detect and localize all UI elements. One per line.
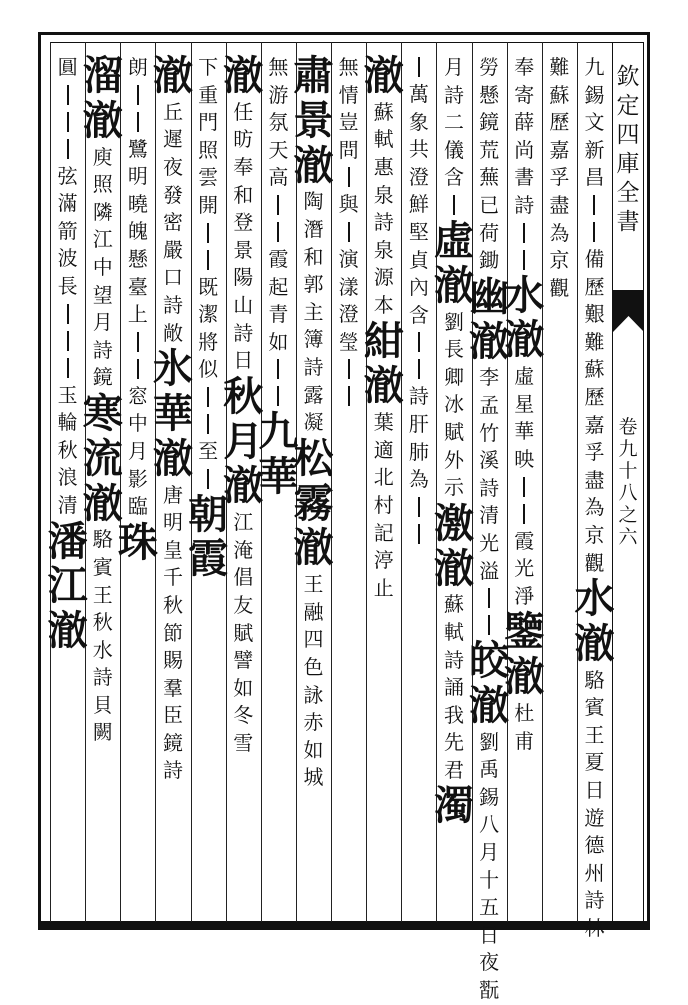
text-column xyxy=(45,54,91,654)
citation-text: 杜 甫 xyxy=(514,700,535,753)
citation-text: 備 歷 艱 xyxy=(584,246,605,327)
headword: 松 霧 澈 xyxy=(293,434,334,572)
citation-text: 奉 寄 薛 尚 書 詩 xyxy=(514,55,535,217)
citation-text: 任 昉 奉 和 登 景 陽 山 詩 日 xyxy=(233,99,254,373)
repeat-mark xyxy=(277,222,279,242)
headword: 氷 華 澈 xyxy=(152,345,193,482)
repeat-mark xyxy=(207,250,209,270)
citation-text: 下 重 門 照 雲 開 xyxy=(198,55,219,217)
repeat-mark xyxy=(488,615,490,635)
citation-text: 朗 xyxy=(127,55,148,79)
citation-text: 弦 滿 箭 波 長 xyxy=(57,163,78,298)
citation-text: 難 蘇 歷 嘉 孚 盡 為 京 觀 xyxy=(584,329,605,575)
citation-text: 蘇 軾 惠 泉 詩 泉 源 本 xyxy=(373,99,394,317)
repeat-mark xyxy=(593,195,595,215)
headword: 虛 澈 xyxy=(433,216,474,309)
citation-text: 萬 象 共 澄 鮮 xyxy=(408,82,429,217)
citation-text: 王 融 四 色 詠 赤 如 城 xyxy=(303,572,324,790)
citation-text: 丘 遲 夜 發 密 嚴 口 詩 敞 xyxy=(162,99,183,345)
headword: 水 澈 xyxy=(574,575,615,667)
citation-text: 無 情 豈 問 xyxy=(338,55,359,162)
repeat-mark xyxy=(67,358,69,378)
margin-char: 四 xyxy=(616,122,640,148)
repeat-mark xyxy=(453,195,455,215)
citation-text: 劉 長 卿 冰 賦 外 示 xyxy=(443,309,464,500)
citation-text: 月 詩 二 儀 含 xyxy=(443,55,464,190)
repeat-mark xyxy=(137,85,139,105)
citation-text: 與 xyxy=(338,192,359,217)
repeat-mark xyxy=(523,223,525,243)
repeat-mark xyxy=(277,386,279,406)
repeat-mark xyxy=(593,222,595,242)
margin-char: 定 xyxy=(616,93,640,119)
repeat-mark xyxy=(418,359,420,379)
repeat-mark xyxy=(277,359,279,379)
repeat-mark xyxy=(418,332,420,352)
repeat-mark xyxy=(348,359,350,379)
repeat-mark xyxy=(523,250,525,270)
citation-text: 江 淹 倡 友 賦 譬 如 冬 雪 xyxy=(233,510,254,755)
citation-text: 至 xyxy=(198,438,219,463)
citation-text: 唐 明 皇 千 秋 節 賜 羣 臣 鏡 詩 xyxy=(162,482,183,783)
headword: 澈 xyxy=(223,52,264,99)
citation-text: 窓 中 月 影 臨 xyxy=(127,383,148,519)
margin-char: 之 xyxy=(618,504,638,526)
headword: 紺 澈 xyxy=(363,317,404,410)
margin-char: 十 xyxy=(618,460,638,482)
headword: 濁 xyxy=(433,782,474,830)
headword: 幽 澈 xyxy=(469,272,510,365)
repeat-mark xyxy=(418,497,420,517)
margin-char: 庫 xyxy=(616,151,640,177)
repeat-mark xyxy=(137,359,139,379)
repeat-mark xyxy=(137,332,139,352)
margin-char: 八 xyxy=(618,482,638,504)
margin-char: 六 xyxy=(618,526,638,548)
citation-text: 霞 起 青 如 xyxy=(268,246,289,354)
repeat-mark xyxy=(418,524,420,544)
citation-text: 庾 照 隣 江 中 望 月 詩 鏡 xyxy=(92,144,113,390)
repeat-mark xyxy=(207,414,209,434)
repeat-mark xyxy=(67,139,69,159)
margin-char: 書 xyxy=(616,209,640,235)
citation-text: 陶 潛 和 郭 主 簿 詩 露 凝 xyxy=(303,189,324,435)
citation-text: 圓 xyxy=(57,55,78,79)
headword: 潘 江 澈 xyxy=(47,517,88,655)
repeat-mark xyxy=(488,588,490,608)
headword: 九 華 xyxy=(258,408,299,501)
citation-text: 李 孟 竹 溪 詩 清 光 溢 xyxy=(479,365,500,583)
repeat-mark xyxy=(523,477,525,497)
headword: 水 澈 xyxy=(504,271,545,364)
citation-text: 虛 星 華 映 xyxy=(514,364,535,471)
headword: 朝 霞 xyxy=(188,490,229,583)
headword: 肅 景 澈 xyxy=(293,52,334,189)
margin-char: 全 xyxy=(616,180,640,206)
repeat-mark xyxy=(348,167,350,187)
margin-char: 卷 xyxy=(618,416,638,438)
headword: 鑒 澈 xyxy=(504,608,545,701)
repeat-mark xyxy=(418,57,420,77)
repeat-mark xyxy=(348,222,350,242)
headword: 激 澈 xyxy=(433,499,474,592)
citation-text: 難 蘇 歷 嘉 孚 盡 為 京 觀 xyxy=(549,55,570,300)
bottom-border-bar xyxy=(38,921,650,930)
repeat-mark xyxy=(207,223,209,243)
citation-text: 詩 肝 肺 為 xyxy=(408,384,429,492)
headword: 珠 xyxy=(117,518,158,566)
headword: 寒 流 澈 xyxy=(82,389,123,527)
headword: 皎 澈 xyxy=(469,637,510,729)
citation-text: 駱 賓 王 秋 水 詩 貝 闕 xyxy=(92,527,113,745)
citation-text: 無 游 氛 天 高 xyxy=(268,55,289,190)
citation-text: 駱 賓 王 夏 日 遊 德 州 詩 林 xyxy=(584,667,605,941)
repeat-mark xyxy=(207,469,209,489)
repeat-mark xyxy=(67,85,69,105)
margin-char: 欽 xyxy=(616,64,640,90)
citation-text: 鷺 明 曉 魄 懸 xyxy=(127,136,148,271)
citation-text: 劉 禹 錫 八 月 十 五 日 夜 翫 xyxy=(479,729,500,1003)
repeat-mark xyxy=(348,386,350,406)
citation-text: 霞 光 淨 xyxy=(514,528,535,608)
repeat-mark xyxy=(207,387,209,407)
citation-text: 臺 上 xyxy=(127,274,148,327)
fishtail-mark xyxy=(613,290,644,332)
citation-text: 玉 輪 秋 浪 清 xyxy=(57,382,78,517)
repeat-mark xyxy=(67,331,69,351)
repeat-mark xyxy=(137,112,139,132)
headword: 溜 澈 xyxy=(82,52,123,144)
headword: 秋 月 澈 xyxy=(223,372,264,510)
citation-text: 葉 適 北 村 記 渟 止 xyxy=(373,410,394,600)
citation-text: 蘇 軾 詩 誦 我 先 君 xyxy=(443,592,464,782)
citation-text: 九 錫 文 新 昌 xyxy=(584,55,605,190)
citation-text: 勞 懸 鏡 荒 蕪 已 荷 鋤 xyxy=(479,55,500,273)
repeat-mark xyxy=(67,112,69,132)
headword: 澈 xyxy=(363,52,404,99)
repeat-mark xyxy=(67,304,69,324)
headword: 澈 xyxy=(152,52,193,99)
margin-char: 九 xyxy=(618,438,638,460)
citation-text: 既 潔 將 似 xyxy=(198,274,219,382)
repeat-mark xyxy=(523,504,525,524)
repeat-mark xyxy=(277,195,279,215)
citation-text: 堅 貞 內 含 xyxy=(408,219,429,327)
citation-text: 演 漾 澄 瑩 xyxy=(338,246,359,354)
